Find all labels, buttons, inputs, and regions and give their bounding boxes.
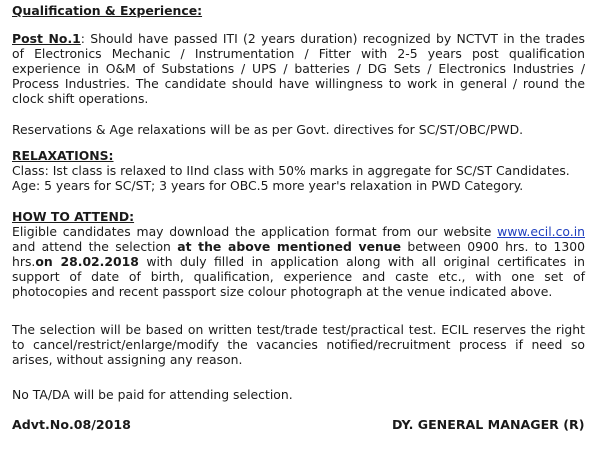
- selection-line-3: arises, without assigning any reason.: [12, 352, 243, 367]
- attend-line-2: [12, 239, 585, 254]
- attend-line-1-text: Eligible candidates may download the application format from our website: [12, 224, 498, 239]
- post-line-3: experience in O&M of Substations / UPS / batteries / DG Sets / Electronics Industries /: [12, 61, 585, 76]
- selection-line-2: to cancel/restrict/enlarge/modify the vacancies notified/recruitment process if need so: [12, 337, 585, 352]
- attend-line-5: photocopies and recent passport size colour photograph at the venue indicated above.: [12, 284, 553, 299]
- signatory: DY. GENERAL MANAGER (R): [392, 417, 585, 432]
- attend-line-2-post: between 0900 hrs. to 1300: [401, 239, 585, 254]
- post-line-2: of Electronics Mechanic / Instrumentation / Fitter with 2-5 years post qualification: [12, 46, 585, 61]
- post-line-5: clock shift operations.: [12, 91, 149, 106]
- advt-number: Advt.No.08/2018: [12, 417, 131, 432]
- relaxation-class: Class: Ist class is relaxed to IInd class with 50% marks in aggregate for SC/ST Candidates.: [12, 163, 570, 178]
- attend-line-2-pre: and attend the selection: [12, 239, 178, 254]
- attend-line-3-post: with duly filled in application along with all original certificates in: [138, 254, 585, 269]
- attend-line-1: [12, 224, 585, 239]
- post-line-1-text: Should have passed ITI (2 years duration) recognized by NCTVT in the trades: [84, 31, 585, 46]
- no-tada-text: No TA/DA will be paid for attending selection.: [12, 387, 293, 402]
- attend-line-4: support of date of birth, qualification, experience and caste etc., with one set of: [12, 269, 585, 284]
- date-emphasis: on 28.02.2018: [35, 254, 139, 269]
- section-title: Qualification & Experience:: [12, 3, 203, 18]
- attend-line-3-pre: hrs.: [12, 254, 36, 269]
- venue-emphasis: at the above mentioned venue: [177, 239, 402, 254]
- post-line-1: [12, 31, 585, 46]
- post-label: Post No.1: [12, 31, 81, 46]
- relaxation-age: Age: 5 years for SC/ST; 3 years for OBC.5 more year's relaxation in PWD Category.: [12, 178, 524, 193]
- selection-line-1: The selection will be based on written test/trade test/practical test. ECIL reserves the right: [12, 322, 585, 337]
- website-link[interactable]: www.ecil.co.in: [497, 224, 585, 239]
- post-line-4: Process Industries. The candidate should have willingness to work in general / round the: [12, 76, 585, 91]
- relaxations-heading: RELAXATIONS:: [12, 148, 114, 163]
- post-colon: :: [80, 31, 85, 46]
- reservations-text: Reservations & Age relaxations will be as per Govt. directives for SC/ST/OBC/PWD.: [12, 122, 524, 137]
- attend-line-3: [12, 254, 585, 269]
- how-to-attend-heading: HOW TO ATTEND:: [12, 209, 135, 224]
